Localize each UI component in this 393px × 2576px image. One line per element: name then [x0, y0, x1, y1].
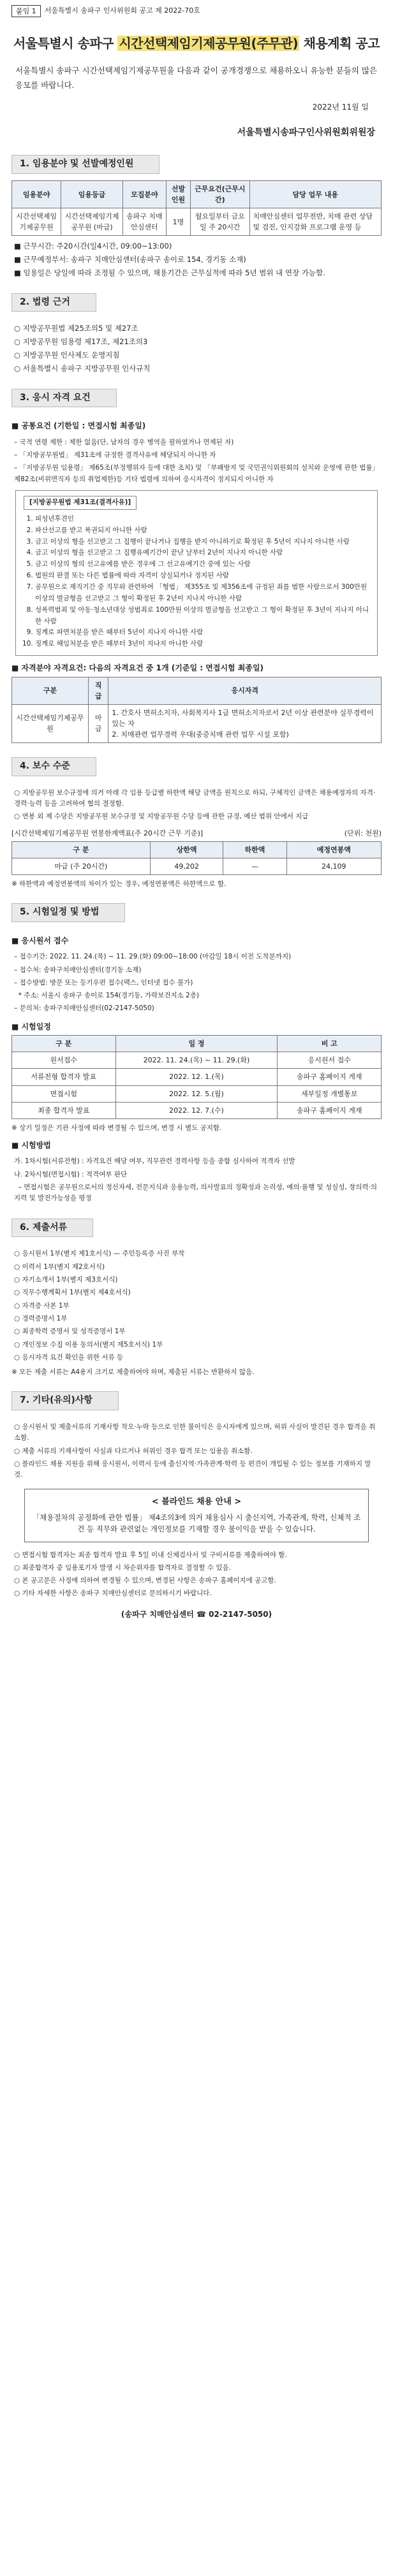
- col-header: 임용등급: [61, 181, 123, 208]
- list-item: ○ 제출 서류의 기재사항이 사실과 다르거나 허위인 경우 합격 또는 임용을 취소함.: [14, 1447, 253, 1455]
- section-1: [11, 155, 382, 279]
- list-item: ○ 블라인드 채용 지원을 위해 응시원서, 이력서 등에 출신지역·가족관계·학력 등 편견이 개입될 수 있는 정보를 기재하지 말 것.: [14, 1460, 371, 1479]
- box-title: < 블라인드 채용 안내 >: [151, 1496, 242, 1507]
- documents-note: ※ 모든 제출 서류는 A4용지 크기로 제출하여야 하며, 제출된 서류는 반환하지 않음.: [11, 1368, 255, 1377]
- list-item: 4. 금고 이상의 형을 선고받고 그 집행유예기간이 끝난 날부터 2년이 지나지 아니한 사람: [35, 547, 369, 559]
- list-item: ○ 지방공무원 인사제도 운영지침: [14, 350, 120, 359]
- table-row: [12, 704, 382, 742]
- list-item: ○ 지방공무원 임용령 제17조, 제21조의3: [14, 337, 148, 347]
- notice-date: 2022년 11월 일: [312, 103, 369, 112]
- col-header: 모집분야: [122, 181, 166, 208]
- documents-list: [14, 1248, 382, 1363]
- section-1-notes: [14, 241, 382, 279]
- pay-table-caption: [시간선택제임기제공무원 연봉한계액표(주 20시간 근무 기준)] (단위: 천원): [11, 829, 382, 837]
- cell: 24,109: [286, 858, 381, 874]
- col-header: 예정연봉액: [286, 841, 381, 858]
- col-header: 구 분: [12, 1036, 116, 1052]
- notes-list: [14, 1422, 382, 1481]
- list-item: ○ 개인정보 수집 이용 동의서(별지 제5호서식) 1부: [14, 1340, 163, 1349]
- list-item: – 접수기간: 2022. 11. 24.(목) ~ 11. 29.(화) 09:00~18:00 (마감일 18시 이전 도착분까지): [14, 953, 292, 961]
- col-header: 구 분: [12, 841, 151, 858]
- apply-list: [14, 952, 382, 1015]
- cell: 시간선택제임기제공무원 (마급): [61, 208, 123, 236]
- section-7: [11, 1391, 382, 1620]
- list-item: – 면접시험은 공무원으로서의 정신자세, 전문지식과 응용능력, 의사발표의 정확성과 논리성, 예의·품행 및 성실성, 창의력·의지력 및 발전가능성을 평정: [14, 1183, 378, 1203]
- table-row: [12, 858, 382, 874]
- cell: 시간선택제임기제공무원: [12, 704, 89, 742]
- section-4: [11, 757, 382, 889]
- col-header: 비 고: [278, 1036, 382, 1052]
- section-3: [11, 389, 382, 743]
- list-item: – 「지방공무원법」 제31조에 규정한 결격사유에 해당되지 아니한 자: [14, 451, 216, 459]
- list-item: – 문의처: 송파구치매안심센터(02-2147-5050): [14, 1004, 154, 1013]
- list-item: ■ 임용일은 당일에 따라 조정될 수 있으며, 채용기간은 근무실적에 따라 5년 범위 내 연장 가능함.: [14, 268, 325, 277]
- section-title: 7. 기타(유의)사항: [11, 1391, 119, 1410]
- list-item: ○ 응시원서 1부(별지 제1호서식) — 주민등록증 사진 부착: [14, 1250, 185, 1258]
- notes-list-2: [14, 1550, 382, 1600]
- list-item: 나. 2차시험(면접시험) : 적격여부 판단: [14, 1170, 128, 1178]
- cell: 월요일부터 금요일 주 20시간: [191, 208, 249, 236]
- table-row: 서류전형 합격자 발표 2022. 12. 1.(목) 송파구 홈페이지 게재: [12, 1069, 382, 1085]
- disqualification-box: [15, 490, 378, 656]
- recruit-table: [11, 180, 382, 236]
- cell: 마급 (주 20시간): [12, 858, 151, 874]
- cell: —: [223, 858, 286, 874]
- table-row: [12, 208, 382, 236]
- blind-hiring-box: [24, 1489, 369, 1542]
- col-header: 상한액: [150, 841, 223, 858]
- cell: 1명: [166, 208, 190, 236]
- schedule-note: ※ 상기 일정은 기관 사정에 따라 변경될 수 있으며, 변경 시 별도 공지함.: [11, 1124, 222, 1132]
- section-5: [11, 903, 382, 1205]
- law-list: [14, 323, 382, 374]
- col-header: 하한액: [223, 841, 286, 858]
- qual-list: [14, 437, 382, 485]
- license-table: [11, 677, 382, 743]
- license-title: ■ 자격분야 자격요건: 다음의 자격요건 중 1개 (기준일 : 면접시험 최종일): [11, 663, 264, 673]
- schedule-table: [11, 1035, 382, 1118]
- list-item: 가. 1차시험(서류전형) : 자격요건 해당 여부, 직무관련 경력사항 등을 종합 심사하여 적격자 선발: [14, 1157, 295, 1166]
- section-2: [11, 293, 382, 375]
- col-header: 담당 업무 내용: [249, 181, 381, 208]
- contact-footer: (송파구 치매안심센터 ☎ 02-2147-5050): [121, 1609, 272, 1619]
- title-prefix: 서울특별시 송파구: [13, 36, 114, 52]
- list-item: 6. 법원의 판결 또는 다른 법률에 따라 자격이 상실되거나 정지된 사람: [35, 570, 369, 582]
- box-text: 「채용절차의 공정화에 관한 법률」 제4조의3에 의거 채용심사 시 출신지역, 가족관계, 학력, 신체적 조건 등 직무와 관련없는 개인정보를 기재할 경우 불이익을 받을 수 있습니다.: [32, 1512, 361, 1533]
- list-item: ○ 서울특별시 송파구 지방공무원 인사규칙: [14, 363, 151, 373]
- list-item: ○ 자격증 사본 1부: [14, 1301, 70, 1310]
- document-header: [11, 5, 382, 17]
- col-header: 선발인원: [166, 181, 190, 208]
- list-item: ■ 근무예정부서: 송파구 치매안심센터(송파구 송이로 154, 경기동 소재): [14, 255, 246, 264]
- list-item: ○ 경력증명서 1부: [14, 1314, 68, 1322]
- list-item: ○ 직무수행계획서 1부(별지 제4호서식): [14, 1289, 131, 1297]
- method-title: ■ 시험방법: [11, 1140, 51, 1150]
- cell: 마급: [88, 704, 108, 742]
- qual-title: ■ 공통요건 (기한일 : 면접시험 최종일): [11, 421, 146, 431]
- list-item: – 국적 연령 제한 : 제한 없음(단, 남자의 경우 병역을 필하였거나 면제된 자): [14, 438, 234, 446]
- list-item: ○ 응시자격 요건 확인을 위한 서류 등: [14, 1353, 124, 1361]
- pay-table: [11, 841, 382, 875]
- section-title: 6. 제출서류: [11, 1219, 93, 1238]
- col-header: 임용분야: [12, 181, 61, 208]
- list-item: 10. 징계로 해임처분을 받은 때부터 3년이 지나지 아니한 사람: [35, 639, 369, 650]
- section-title: 4. 보수 수준: [11, 757, 96, 776]
- list-item: ○ 면접시험 합격자는 최종 합격자 발표 후 5일 이내 신체검사서 및 구비서류를 제출하여야 함.: [14, 1551, 287, 1559]
- cell: 1. 간호사 면허소지자, 사회복지사 1급 면허소지자로서 2년 이상 관련분야 실무경력이 있는 자 2. 치매관련 업무경력 우대(중증치매 관련 업무 시설 포함): [108, 704, 382, 742]
- table-row: 최종 합격자 발표 2022. 12. 7.(수) 송파구 홈페이지 게재: [12, 1102, 382, 1118]
- signer: 서울특별시송파구인사위원회위원장: [237, 127, 375, 138]
- list-item: ○ 본 공고문은 사정에 의하여 변경될 수 있으며, 변경된 사항은 송파구 홈페이지에 공고함.: [14, 1577, 276, 1585]
- list-item: – 접수방법: 방문 또는 등기우편 접수(팩스, 인터넷 접수 불가): [14, 978, 193, 987]
- list-item: ○ 이력서 1부(별지 제2호서식): [14, 1263, 105, 1271]
- section-title: 3. 응시 자격 요건: [11, 389, 117, 408]
- pay-list: [14, 788, 382, 823]
- list-item: ○ 자기소개서 1부(별지 제3호서식): [14, 1276, 118, 1284]
- list-item: 1. 피성년후견인: [35, 514, 369, 525]
- cell: 송파구 치매안심센터: [122, 208, 166, 236]
- section-title: 2. 법령 근거: [11, 293, 96, 312]
- intro-text: 서울특별시 송파구 시간선택제임기제공무원을 다음과 같이 공개경쟁으로 채용하오니 유능한 분들의 많은 응모를 바랍니다.: [15, 66, 378, 90]
- list-item: ○ 최종합격자 중 임용포기자 발생 시 차순위자를 합격자로 결정할 수 있음.: [14, 1563, 232, 1572]
- col-header: 직급: [88, 677, 108, 704]
- list-item: 5. 금고 이상의 형의 선고유예를 받은 경우에 그 선고유예기간 중에 있는 사람: [35, 559, 369, 570]
- list-item: ■ 근무시간: 주20시간(일4시간, 09:00~13:00): [14, 242, 172, 251]
- list-item: – 「지방공무원 임용령」 제65조(부정행위자 등에 대한 조치) 및 「부패방지 및 국민권익위원회의 설치와 운영에 관한 법률」 제82조(비위면직자 등의 취업제한)등 기타 법령에 의하여 응시자격이 정지되지 아니한 자: [14, 464, 379, 483]
- pay-footnote: ※ 하한액과 예정연봉액의 차이가 있는 경우, 예정연봉액은 하한액으로 함.: [11, 879, 226, 888]
- cell: 49,202: [150, 858, 223, 874]
- attachment-label: 붙임 1: [11, 5, 41, 17]
- list-item: 7. 공무원으로 재직기간 중 직무와 관련하여 「형법」 제355조 및 제356조에 규정된 죄를 범한 사람으로서 300만원 이상의 벌금형을 선고받고 그 형이 확정된 후 2년이 지나지 아니한 사람: [35, 582, 369, 605]
- cell: 시간선택제임기제공무원: [12, 208, 61, 236]
- list-item: ○ 응시원서 및 제출서류의 기재사항 착오·누락 등으로 인한 불이익은 응시자에게 있으며, 허위 사실이 발견된 경우 합격을 취소함.: [14, 1423, 376, 1442]
- list-item: 2. 파산선고를 받고 복권되지 아니한 사람: [35, 525, 369, 537]
- schedule-title: ■ 시험일정: [11, 1022, 51, 1031]
- list-item: – 접수처: 송파구치매안심센터(경기동 소재): [14, 966, 142, 974]
- section-title: 1. 임용분야 및 선발예정인원: [11, 155, 159, 174]
- list-item: ○ 지방공무원 보수규정에 의거 아래 각 임용 등급별 하한액 해당 금액을 원칙으로 하되, 구체적인 금액은 채용예정자의 자격·경력·능력 등을 고려하여 협의 결정함.: [14, 788, 376, 807]
- notice-ref: 서울특별시 송파구 인사위원회 공고 제 2022-70호: [44, 6, 200, 15]
- box-title: [지방공무원법 제31조(결격사유)]: [24, 496, 137, 510]
- list-item: 8. 성폭력범죄 및 아동·청소년대상 성범죄로 100만원 이상의 벌금형을 선고받고 그 형이 확정된 후 3년이 지나지 아니한 사람: [35, 605, 369, 628]
- section-title: 5. 시험일정 및 방법: [11, 903, 125, 922]
- col-header: 일 정: [115, 1036, 278, 1052]
- list-item: * 주소: 서울시 송파구 송이로 154(경기동, 가락보건지소 2층): [14, 992, 200, 1000]
- section-6: [11, 1219, 382, 1378]
- list-item: ○ 기타 자세한 사항은 송파구 치매안심센터로 문의하시기 바랍니다.: [14, 1589, 212, 1598]
- table-row: 면접시험 2022. 12. 5.(월) 세부일정 개별통보: [12, 1085, 382, 1102]
- cell: 치매안심센터 업무전반, 치매 관련 상담 및 검진, 인지강화 프로그램 운영 등: [249, 208, 381, 236]
- apply-title: ■ 응시원서 접수: [11, 936, 69, 945]
- title-suffix: 채용계획 공고: [303, 36, 380, 52]
- list-item: ○ 최종학력 증명서 및 성적증명서 1부: [14, 1328, 126, 1336]
- page-title: [11, 34, 382, 54]
- list-item: ○ 연봉 외 제 수당은 지방공무원 보수규정 및 지방공무원 수당 등에 관한 규정, 예산 범위 안에서 지급: [14, 813, 309, 821]
- title-highlight: 시간선택제임기제공무원(주무관): [119, 36, 299, 52]
- table-row: 원서접수 2022. 11. 24.(목) ~ 11. 29.(화) 응시원서 접수: [12, 1052, 382, 1069]
- list-item: 9. 징계로 파면처분을 받은 때부터 5년이 지나지 아니한 사람: [35, 627, 369, 639]
- col-header: 근무요건(근무시간): [191, 181, 249, 208]
- col-header: 구분: [12, 677, 89, 704]
- list-item: 3. 금고 이상의 형을 선고받고 그 집행이 끝나거나 집행을 받지 아니하기로 확정된 후 5년이 지나지 아니한 사람: [35, 537, 369, 548]
- method-list: [14, 1156, 382, 1204]
- list-item: ○ 지방공무원법 제25조의5 및 제27조: [14, 324, 138, 333]
- col-header: 응시자격: [108, 677, 382, 704]
